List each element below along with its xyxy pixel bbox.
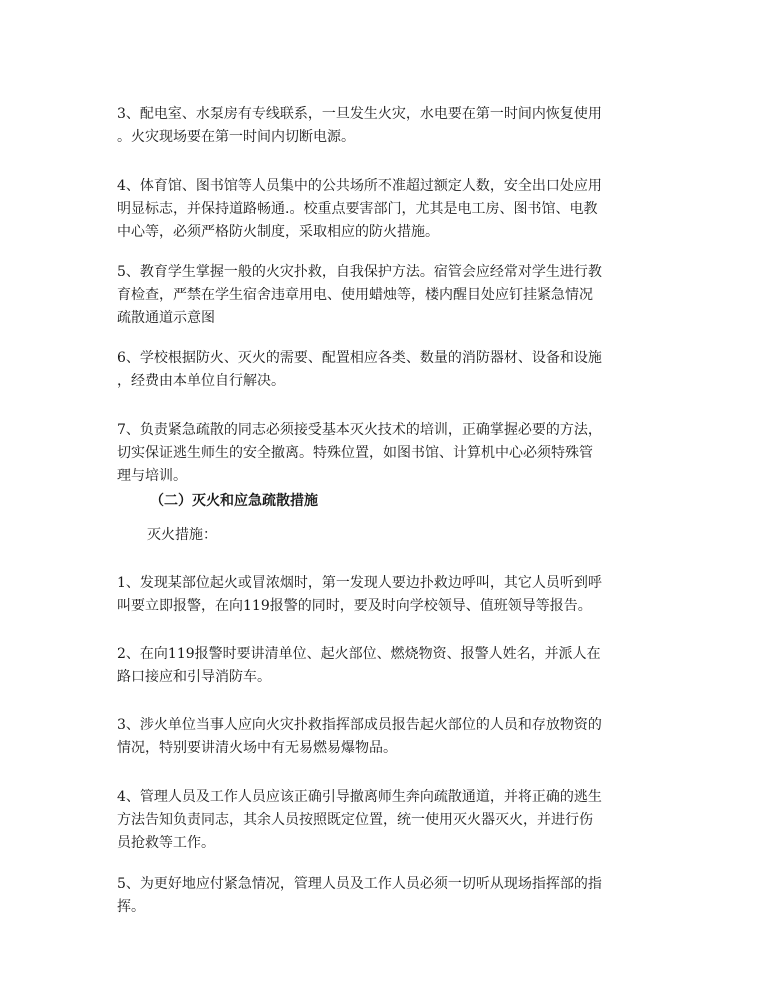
measure-4: 4、管理人员及工作人员应该正确引导撤离师生奔向疏散通道，并将正确的逃生 方法告知负责同志，其余人员按照既定位置，统一使用灭火器灭火，并进行伤 员抢救等工作。 xyxy=(117,789,602,851)
paragraph-7: 7、负责紧急疏散的同志必须接受基本灭火技术的培训，正确掌握必要的方法， 切实保证逃生师生的安全撤离。特殊位置，如图书馆、计算机中心必须特殊管 理与培训。 xyxy=(117,422,602,484)
paragraph-6: 6、学校根据防火、灭火的需要、配置相应各类、数量的消防器材、设备和设施 ，经费由本单位自行解决。 xyxy=(117,350,602,389)
measure-1: 1、发现某部位起火或冒浓烟时，第一发现人要边扑救边呼叫，其它人员听到呼 叫要立即报警，在向119报警的同时，要及时向学校领导、值班领导等报告。 xyxy=(117,575,602,614)
measure-3: 3、涉火单位当事人应向火灾扑救指挥部成员报告起火部位的人员和存放物资的 情况，特别要讲清火场中有无易燃易爆物品。 xyxy=(117,717,602,756)
measure-2: 2、在向119报警时要讲清单位、起火部位、燃烧物资、报警人姓名，并派人在 路口接应和引导消防车。 xyxy=(117,646,601,685)
section-heading: （二）灭火和应急疏散措施 xyxy=(150,493,318,509)
paragraph-5: 5、教育学生掌握一般的火灾扑救，自我保护方法。宿管会应经常对学生进行教 育检查，严禁在学生宿舍违章用电、使用蜡烛等，楼内醒目处应钉挂紧急情况 疏散通道示意图 xyxy=(117,264,602,326)
paragraph-3: 3、配电室、水泵房有专线联系，一旦发生火灾，水电要在第一时间内恢复使用 。火灾现场要在第一时间内切断电源。 xyxy=(117,106,602,145)
subheading: 灭火措施： xyxy=(147,527,217,543)
measure-5: 5、为更好地应付紧急情况，管理人员及工作人员必须一切听从现场指挥部的指 挥。 xyxy=(117,876,602,915)
paragraph-4: 4、体育馆、图书馆等人员集中的公共场所不准超过额定人数，安全出口处应用 明显标志，并保持道路畅通.。校重点要害部门，尤其是电工房、图书馆、电教 中心等，必须严格防火制度，采取相应的防火措施。 xyxy=(117,178,602,240)
